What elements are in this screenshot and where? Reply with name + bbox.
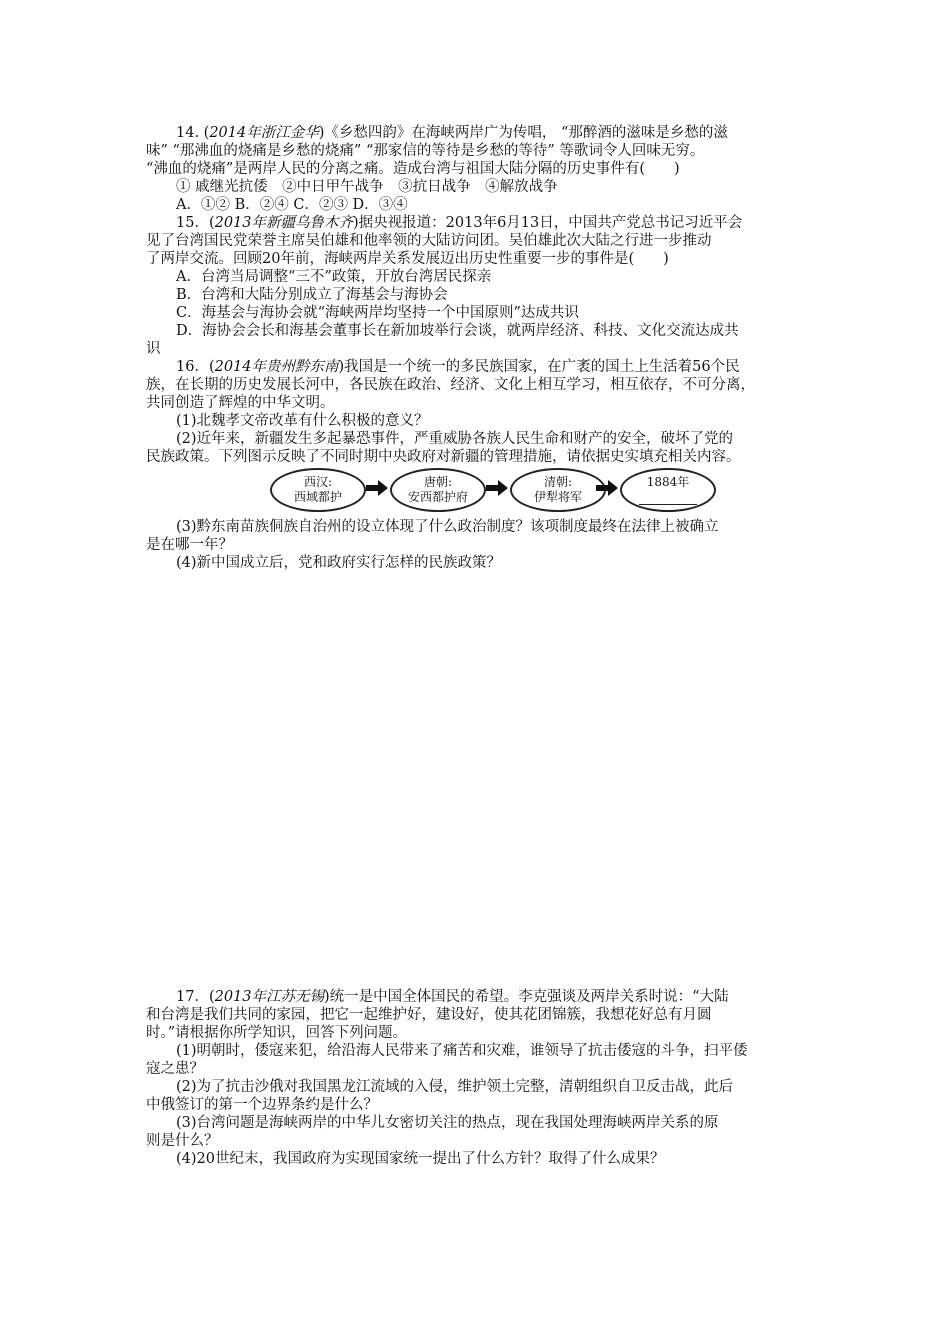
q15-option-a: A．台湾当局调整“三不”政策，开放台湾居民探亲	[176, 269, 492, 285]
flow-node-qing	[510, 468, 606, 512]
q16-sub2-line2: 民族政策。下列图示反映了不同时期中央政府对新疆的管理措施，请依据史实填充相关内容。	[146, 449, 741, 465]
q16-sub3-line2: 是在哪一年？	[146, 537, 233, 553]
flow-node-tang	[390, 468, 486, 512]
q14-stem-line2: 味” “那沸血的烧痛是乡愁的烧痛” “那家信的等待是乡愁的等待” 等歌词令人回味无穷。	[146, 143, 705, 159]
q15-stem-line1: 15．(2013年新疆乌鲁木齐)据央视报道：2013年6月13日，中国共产党总书记习近平会	[176, 215, 743, 231]
q15-option-d-cont: 识	[146, 341, 161, 357]
q14-choices: A．①② B．②④ C．②③ D．③④	[176, 197, 408, 213]
q15-stem-line3: 了两岸交流。回顾20年前，海峡两岸关系发展迈出历史性重要一步的事件是( )	[146, 251, 669, 267]
q15-option-b: B．台湾和大陆分别成立了海基会与海协会	[176, 287, 448, 303]
q16-sub2-line1: (2)近年来，新疆发生多起暴恐事件，严重威胁各族人民生命和财产的安全，破坏了党的	[176, 431, 734, 447]
q16-stem-line1: 16．(2014年贵州黔东南)我国是一个统一的多民族国家，在广袤的国土上生活着56个民	[176, 359, 740, 375]
q17-sub3-line2: 则是什么？	[146, 1133, 219, 1149]
xinjiang-administration-flowchart	[270, 468, 720, 514]
q17-sub2-line1: (2)为了抗击沙俄对我国黑龙江流域的入侵，维护领土完整，清朝组织自卫反击战，此后	[176, 1079, 734, 1095]
q16-sub1: (1)北魏孝文帝改革有什么积极的意义？	[176, 413, 429, 429]
q16-stem-line3: 共同创造了辉煌的中华文明。	[146, 395, 335, 411]
arrow-right-icon	[596, 480, 618, 496]
question-15	[146, 214, 811, 358]
q15-option-d: D．海协会会长和海基会董事长在新加坡举行会谈，就两岸经济、科技、文化交流达成共	[176, 323, 739, 339]
q17-sub1-line1: (1)明朝时，倭寇来犯，给沿海人民带来了痛苦和灾难，谁领导了抗击倭寇的斗争，扫平倭	[176, 1043, 748, 1059]
q17-sub3-line1: (3)台湾问题是海峡两岸的中华儿女密切关注的热点，现在我国处理海峡两岸关系的原	[176, 1115, 719, 1131]
arrow-right-icon	[486, 480, 508, 496]
q17-sub4: (4)20世纪末，我国政府为实现国家统一提出了什么方针？取得了什么成果？	[176, 1151, 665, 1167]
q17-sub2-line2: 中俄签订的第一个边界条约是什么？	[146, 1097, 378, 1113]
q14-source: 2014年浙江金华	[209, 125, 319, 141]
q16-sub4: (4)新中国成立后，党和政府实行怎样的民族政策？	[176, 555, 502, 571]
q15-option-c: C．海基会与海协会就“海峡两岸均坚持一个中国原则”达成共识	[176, 305, 579, 321]
flow-node-tang-office: 安西都护府	[407, 490, 468, 504]
q14-items: ① 戚继光抗倭 ②中日甲午战争 ③抗日战争 ④解放战争	[176, 179, 558, 195]
flow-node-tang-era: 唐朝:	[423, 475, 453, 489]
question-17	[146, 988, 811, 1168]
flow-node-qing-era: 清朝:	[543, 475, 573, 489]
question-16	[146, 358, 811, 466]
flow-node-xihan-office: 西域都护	[293, 490, 342, 504]
arrow-right-icon	[366, 480, 388, 496]
q15-stem-line2: 见了台湾国民党荣誉主席吴伯雄和他率领的大陆访问团。吴伯雄此次大陆之行进一步推动	[146, 233, 712, 249]
flow-node-xihan-era: 西汉:	[303, 475, 333, 489]
q17-sub1-line2: 寇之患？	[146, 1061, 204, 1077]
q15-source: 2013年新疆乌鲁木齐	[214, 215, 354, 231]
q16-sub3-line1: (3)黔东南苗族侗族自治州的设立体现了什么政治制度？该项制度最终在法律上被确立	[176, 519, 719, 535]
q17-stem-line3: 时。”请根据你所学知识，回答下列问题。	[146, 1025, 408, 1041]
q16-stem-line2: 族，在长期的历史发展长河中，各民族在政治、经济、文化上相互学习，相互依存，不可分离，	[146, 377, 755, 393]
question-14	[146, 124, 811, 214]
q16-source: 2014年贵州黔东南	[214, 359, 339, 375]
q17-source: 2013年江苏无锡	[214, 989, 325, 1005]
q14-stem-line1: 14. (2014年浙江金华)《乡愁四韵》在海峡两岸广为传唱， “那醉酒的滋味是乡愁的滋	[176, 125, 728, 141]
flow-node-1884	[620, 468, 716, 512]
question-16-continued	[146, 518, 811, 572]
fill-in-blank[interactable]	[639, 492, 697, 505]
q17-stem-line1: 17．(2013年江苏无锡)统一是中国全体国民的希望。李克强谈及两岸关系时说：“大陆	[176, 989, 729, 1005]
flow-node-1884-year: 1884年	[646, 475, 690, 489]
flow-node-xihan	[270, 468, 366, 512]
q17-stem-line2: 和台湾是我们共同的家园，把它一起维护好，建设好，使其花团锦簇，我想花好总有月圆	[146, 1007, 712, 1023]
flow-node-qing-office: 伊犁将军	[533, 490, 582, 504]
q14-stem-line3: “沸血的烧痛”是两岸人民的分离之痛。造成台湾与祖国大陆分隔的历史事件有( )	[146, 161, 680, 177]
